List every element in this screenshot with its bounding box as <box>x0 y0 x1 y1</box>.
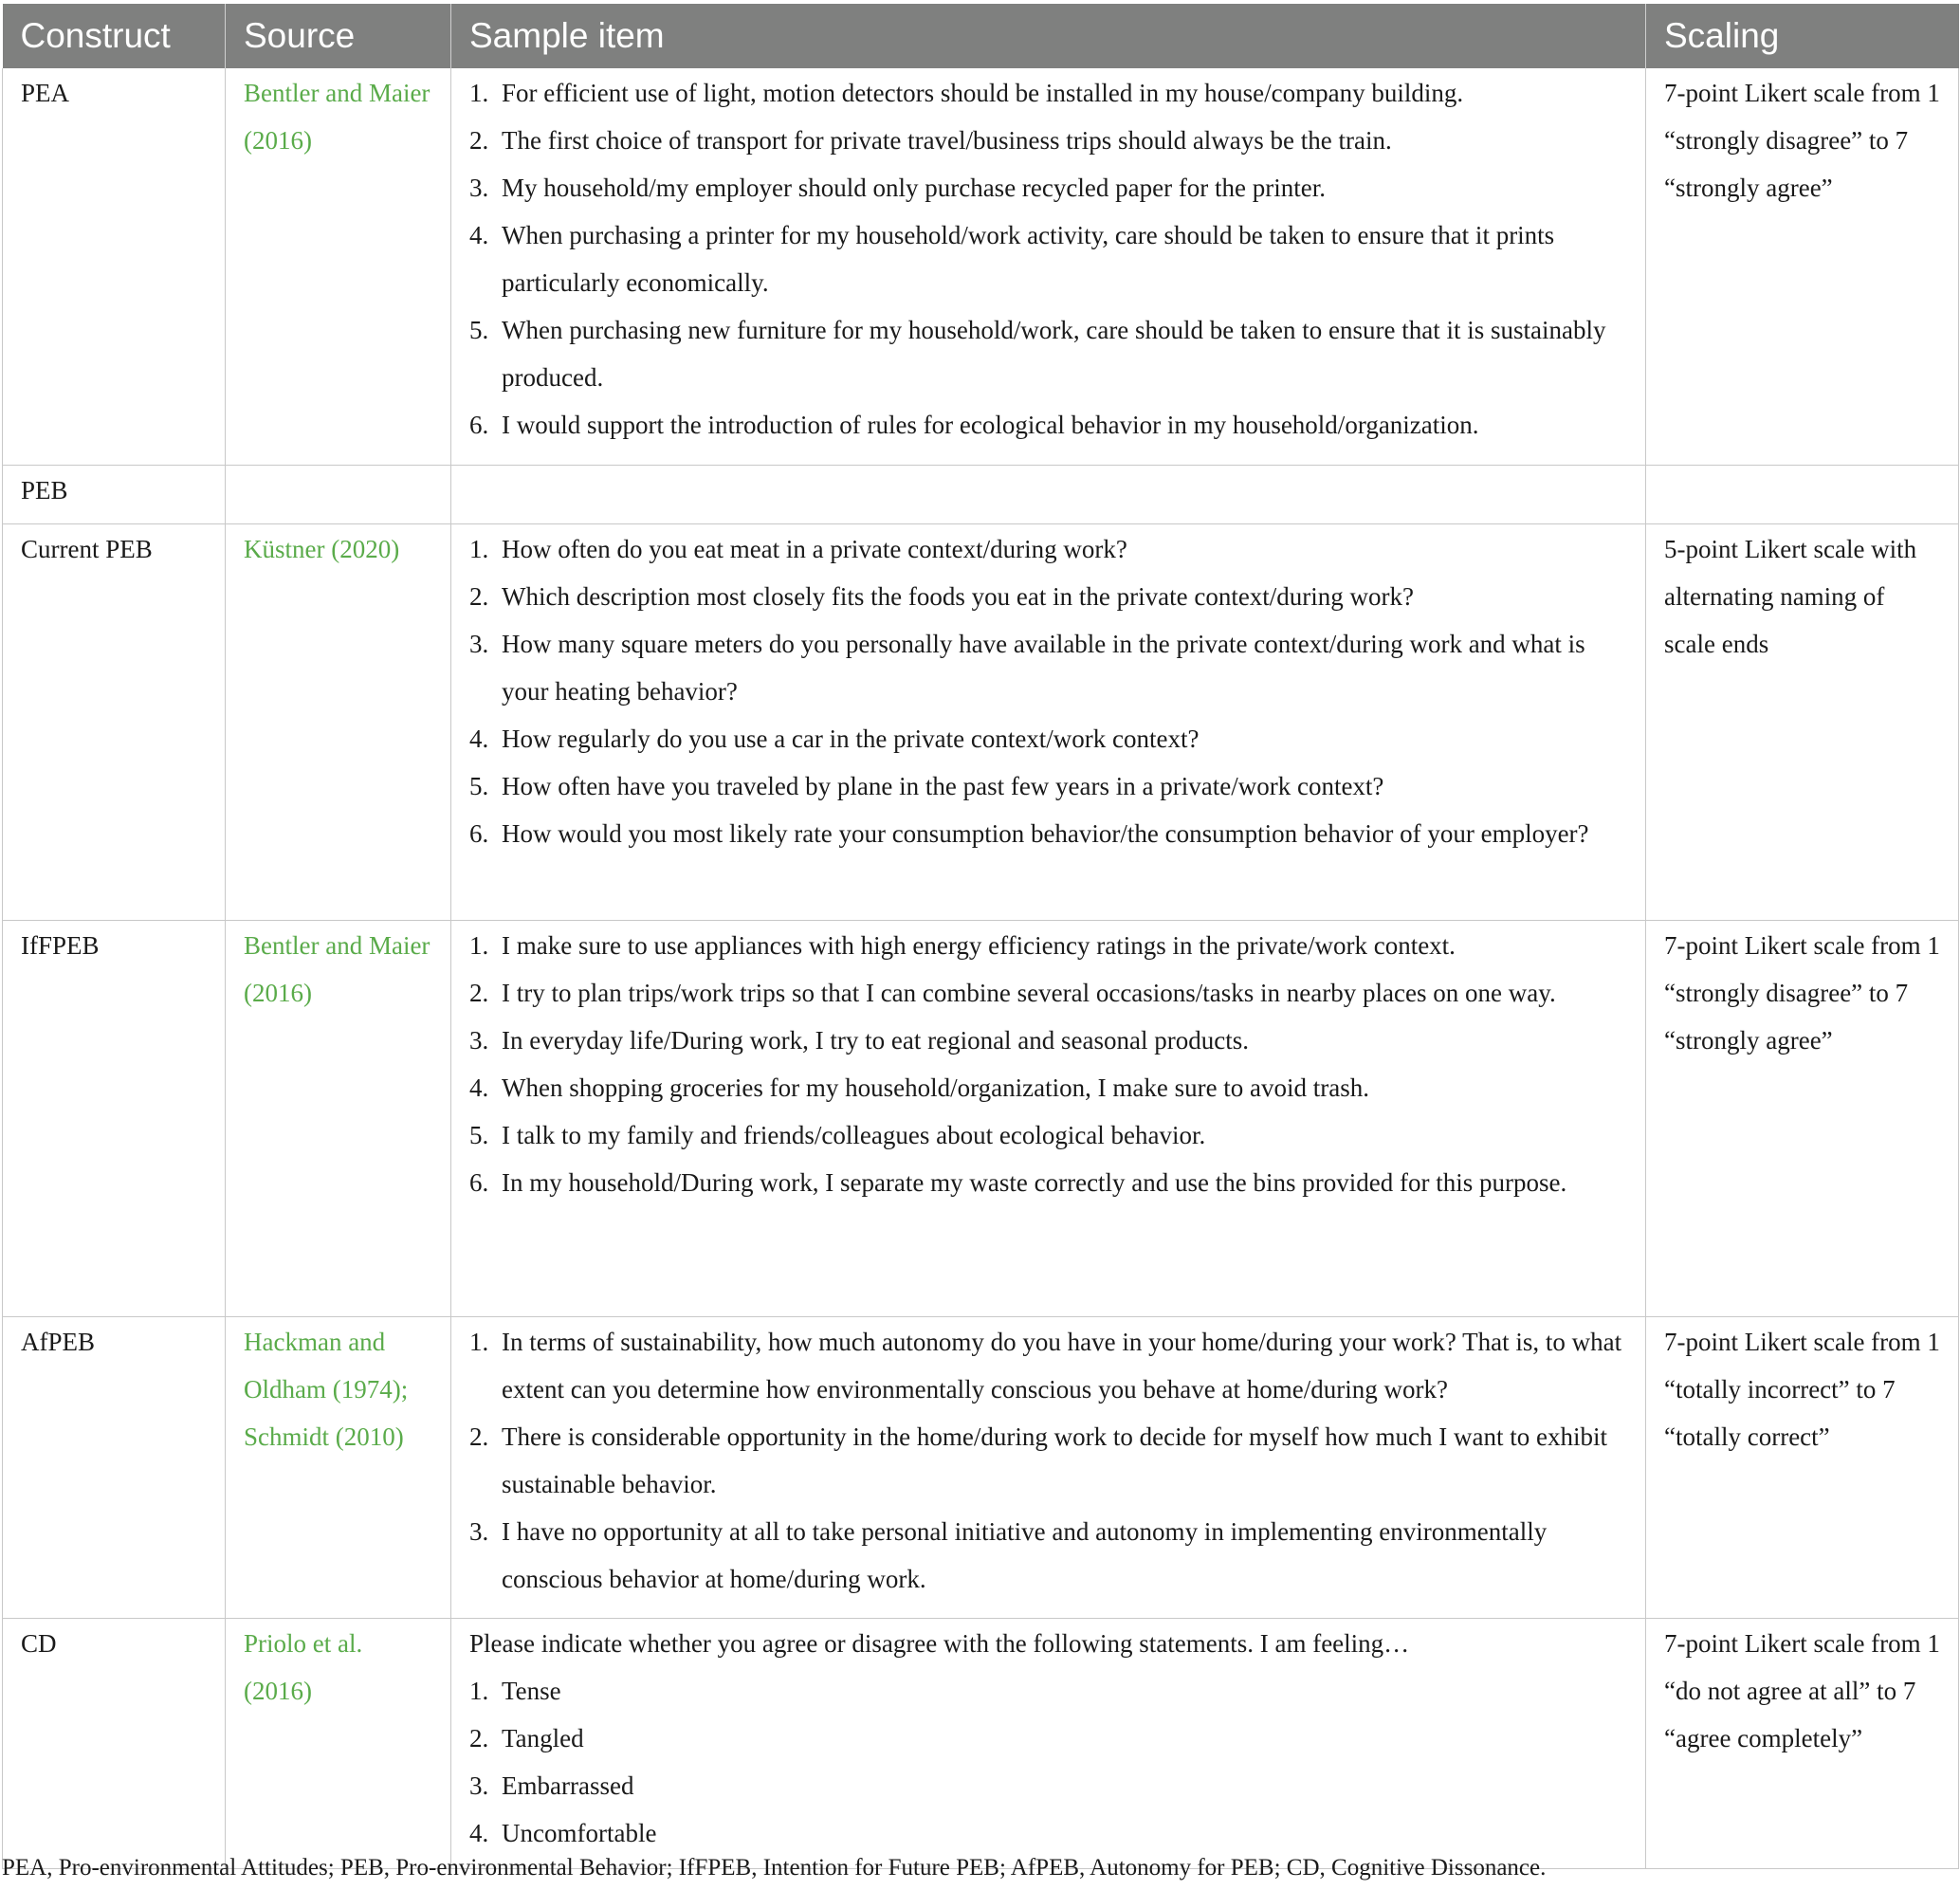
source-link[interactable]: Priolo et al. (2016) <box>226 1618 451 1868</box>
list-item <box>469 1762 1627 1809</box>
item-number: 6. <box>469 1167 489 1197</box>
list-item <box>469 1413 1627 1508</box>
list-item <box>469 1667 1627 1715</box>
item-text: When purchasing a printer for my household/work activity, care should be taken to ensure that it prints particularly economically. <box>502 221 1555 297</box>
item-number: 4. <box>469 724 489 753</box>
item-number: 5. <box>469 316 489 344</box>
item-number: 1. <box>469 534 489 563</box>
item-text: I make sure to use appliances with high energy efficiency ratings in the private/work context. <box>502 930 1456 960</box>
item-text: How often have you traveled by plane in the past few years in a private/work context? <box>502 771 1384 800</box>
item-text: There is considerable opportunity in the home/during work to decide for myself how much I want to exhibit sustainable behavior. <box>502 1422 1607 1498</box>
item-text: Tense <box>502 1676 561 1705</box>
list-item <box>469 969 1627 1017</box>
item-text: For efficient use of light, motion detectors should be installed in my house/company building. <box>502 79 1464 107</box>
item-number: 1. <box>469 79 489 107</box>
sample-item-cell <box>451 1316 1646 1618</box>
header-scaling: Scaling <box>1646 4 1959 68</box>
construct-cell: PEB <box>3 465 226 523</box>
source-link[interactable]: Bentler and Maier (2016) <box>226 68 451 465</box>
list-item <box>469 762 1627 810</box>
item-number: 6. <box>469 411 489 439</box>
item-text: In everyday life/During work, I try to eat regional and seasonal products. <box>502 1025 1249 1055</box>
item-number: 5. <box>469 771 489 800</box>
item-number: 5. <box>469 1120 489 1149</box>
item-list <box>469 1318 1627 1603</box>
item-list <box>469 525 1627 857</box>
scaling-cell <box>1646 465 1959 523</box>
scaling-cell: 5-point Likert scale with alternating naming of scale ends <box>1646 523 1959 920</box>
item-text: I talk to my family and friends/colleagues about ecological behavior. <box>502 1120 1206 1149</box>
item-number: 4. <box>469 1818 489 1847</box>
item-text: How many square meters do you personally have available in the private context/during work and what is your heating behavior? <box>502 629 1585 706</box>
item-number: 2. <box>469 581 489 611</box>
item-text: I try to plan trips/work trips so that I can combine several occasions/tasks in nearby places on one way. <box>502 978 1556 1007</box>
list-item <box>469 117 1627 164</box>
item-text: Embarrassed <box>502 1771 634 1800</box>
measures-table <box>2 4 1959 1869</box>
construct-cell: CD <box>3 1618 226 1868</box>
item-number: 2. <box>469 1422 489 1451</box>
item-text: How often do you eat meat in a private context/during work? <box>502 534 1127 563</box>
list-item <box>469 1508 1627 1603</box>
item-number: 3. <box>469 1025 489 1055</box>
list-item <box>469 1064 1627 1111</box>
sample-item-cell <box>451 523 1646 920</box>
item-text: In terms of sustainability, how much autonomy do you have in your home/during your work? That is, to what extent can you determine how environmentally conscious you behave at home/during work? <box>502 1327 1622 1404</box>
scaling-cell: 7-point Likert scale from 1 “totally incorrect” to 7 “totally correct” <box>1646 1316 1959 1618</box>
construct-cell: IfFPEB <box>3 920 226 1316</box>
item-intro: Please indicate whether you agree or disagree with the following statements. I am feeling… <box>469 1628 1410 1658</box>
item-text: Uncomfortable <box>502 1818 657 1847</box>
list-item <box>469 69 1627 117</box>
construct-cell: PEA <box>3 68 226 465</box>
item-text: How would you most likely rate your consumption behavior/the consumption behavior of your employer? <box>502 818 1589 848</box>
list-item <box>469 1017 1627 1064</box>
item-text: When purchasing new furniture for my household/work, care should be taken to ensure that it is sustainably produced. <box>502 316 1606 392</box>
scaling-cell: 7-point Likert scale from 1 “strongly disagree” to 7 “strongly agree” <box>1646 920 1959 1316</box>
construct-cell: AfPEB <box>3 1316 226 1618</box>
item-text: My household/my employer should only purchase recycled paper for the printer. <box>502 174 1327 202</box>
table-row <box>3 920 1959 1316</box>
item-text: I have no opportunity at all to take personal initiative and autonomy in implementing environmentally conscious behavior at home/during work. <box>502 1516 1548 1593</box>
header-source: Source <box>226 4 451 68</box>
item-number: 2. <box>469 978 489 1007</box>
item-text: When shopping groceries for my household/organization, I make sure to avoid trash. <box>502 1073 1370 1102</box>
header-construct: Construct <box>20 16 171 55</box>
item-text: Tangled <box>502 1723 584 1752</box>
item-number: 1. <box>469 1676 489 1705</box>
sample-item-cell <box>451 68 1646 465</box>
list-item <box>469 810 1627 857</box>
sample-item-cell <box>451 920 1646 1316</box>
list-item <box>469 525 1627 573</box>
list-item <box>469 1809 1627 1857</box>
table-row <box>3 1316 1959 1618</box>
list-item <box>469 1715 1627 1762</box>
header-sample-item: Sample item <box>451 4 1646 68</box>
item-number: 2. <box>469 126 489 155</box>
list-item <box>469 922 1627 969</box>
item-text: I would support the introduction of rules for ecological behavior in my household/organization. <box>502 411 1479 439</box>
item-number: 3. <box>469 174 489 202</box>
item-number: 4. <box>469 221 489 249</box>
list-item <box>469 401 1627 449</box>
item-text: Which description most closely fits the foods you eat in the private context/during work? <box>502 581 1415 611</box>
table-body <box>3 68 1959 1868</box>
table-row <box>3 68 1959 465</box>
list-item <box>469 1159 1627 1206</box>
list-item <box>469 715 1627 762</box>
table-row <box>3 1618 1959 1868</box>
item-text: In my household/During work, I separate my waste correctly and use the bins provided for this purpose. <box>502 1167 1567 1197</box>
item-list <box>469 922 1627 1206</box>
source-link[interactable]: Bentler and Maier (2016) <box>226 920 451 1316</box>
item-list <box>469 1667 1627 1857</box>
table-row <box>3 523 1959 920</box>
list-item <box>469 573 1627 620</box>
table-header <box>3 4 1959 68</box>
source-link[interactable]: Küstner (2020) <box>226 523 451 920</box>
source-link[interactable]: Hackman and Oldham (1974); Schmidt (2010) <box>226 1316 451 1618</box>
header-row <box>3 4 1959 68</box>
item-number: 1. <box>469 930 489 960</box>
item-text: How regularly do you use a car in the private context/work context? <box>502 724 1200 753</box>
scaling-cell: 7-point Likert scale from 1 “strongly disagree” to 7 “strongly agree” <box>1646 68 1959 465</box>
item-number: 3. <box>469 1771 489 1800</box>
item-number: 3. <box>469 1516 489 1546</box>
source-link[interactable] <box>226 465 451 523</box>
item-number: 1. <box>469 1327 489 1356</box>
list-item <box>469 620 1627 715</box>
list-item <box>469 306 1627 401</box>
scaling-cell: 7-point Likert scale from 1 “do not agree at all” to 7 “agree completely” <box>1646 1618 1959 1868</box>
item-number: 6. <box>469 818 489 848</box>
list-item <box>469 211 1627 306</box>
item-number: 4. <box>469 1073 489 1102</box>
sample-item-cell <box>451 1618 1646 1868</box>
construct-cell: Current PEB <box>3 523 226 920</box>
list-item <box>469 1318 1627 1413</box>
table-row <box>3 465 1959 523</box>
item-text: The first choice of transport for private travel/business trips should always be the train. <box>502 126 1392 155</box>
sample-item-cell <box>451 465 1646 523</box>
item-number: 2. <box>469 1723 489 1752</box>
table-footnote: PEA, Pro-environmental Attitudes; PEB, Pro-environmental Behavior; IfFPEB, Intention for Future PEB; AfPEB, Autonomy for PEB; CD, Cognitive Dissonance. <box>2 1855 1547 1881</box>
list-item <box>469 164 1627 211</box>
list-item <box>469 1111 1627 1159</box>
item-list <box>469 69 1627 449</box>
item-number: 3. <box>469 629 489 658</box>
